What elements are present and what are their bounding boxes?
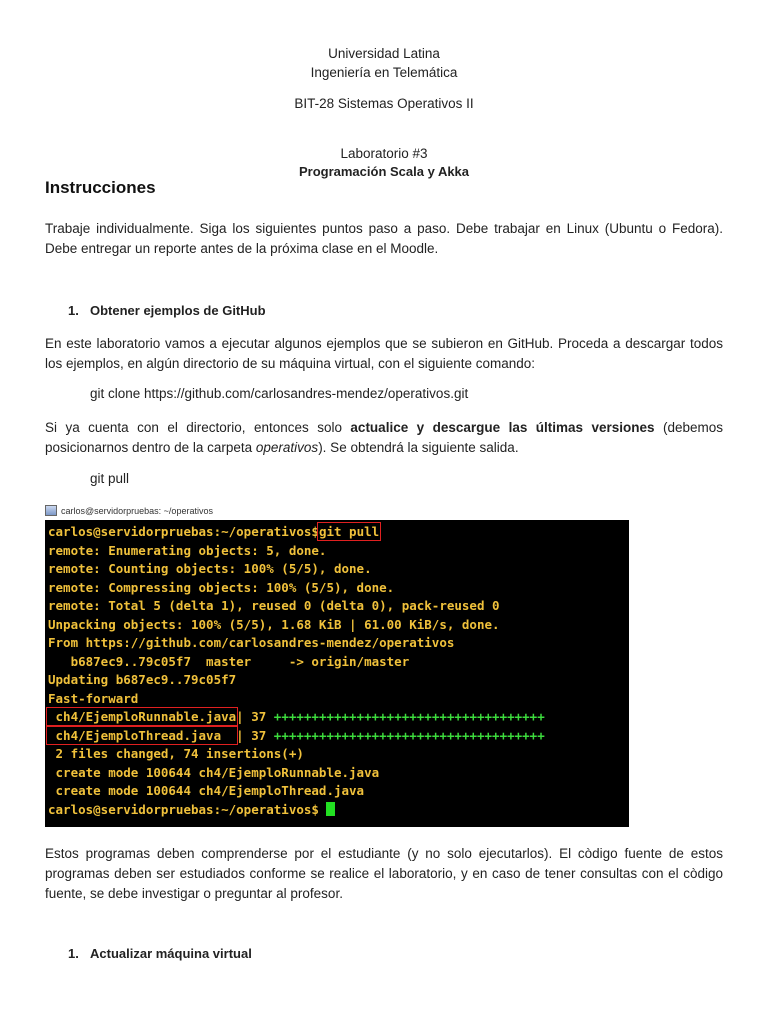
highlighted-git-pull-command: git pull xyxy=(318,524,380,539)
terminal-output-line: Fast-forward xyxy=(48,690,139,706)
terminal-prompt: carlos@servidorpruebas:~/operativos$ xyxy=(48,524,319,539)
terminal-final-prompt: carlos@servidorpruebas:~/operativos$ xyxy=(48,801,327,817)
file-stat: | 37 xyxy=(236,709,274,724)
file-plus-bar: ++++++++++++++++++++++++++++++++++++ xyxy=(273,709,545,724)
course-name: BIT-28 Sistemas Operativos II xyxy=(294,96,474,111)
after-terminal-text: Estos programas deben comprenderse por el estudiante (y no solo ejecutarlos). El còdigo fuente de estos programas deben ser estudiados conforme se realice el laboratorio, y en caso de tener consultas con el còdigo fuente, se debe investigar o preguntar al profesor. xyxy=(45,846,723,901)
terminal-output-line: remote: Enumerating objects: 5, done. xyxy=(48,542,327,558)
section-1-number: 1. xyxy=(68,303,79,318)
terminal-output-line: Updating b687ec9..79c05f7 xyxy=(48,672,237,687)
terminal-output-line: remote: Counting objects: 100% (5/5), done. xyxy=(48,561,372,576)
terminal-output-line: remote: Compressing objects: 100% (5/5), done. xyxy=(48,579,395,595)
terminal-output-line: remote: Total 5 (delta 1), reused 0 (delta 0), pack-reused 0 xyxy=(48,598,500,613)
instructions-heading: Instrucciones xyxy=(45,178,156,197)
terminal-window-title xyxy=(45,505,213,516)
lab-title: Programación Scala y Akka xyxy=(298,164,470,179)
terminal-summary-line: create mode 100644 ch4/EjemploThread.java xyxy=(48,783,365,798)
section-1-heading xyxy=(68,303,266,318)
terminal-prompt-line xyxy=(48,523,545,542)
section-2-number: 1. xyxy=(68,946,79,961)
section-1-intro: En este laboratorio vamos a ejecutar algunos ejemplos que se subieron en GitHub. Proceda a descargar todos los ejemplos, en algún directorio de su máquina virtual, con el siguiente comando: xyxy=(45,336,723,371)
section-2-heading xyxy=(68,946,252,961)
clone-command: git clone https://github.com/carlosandres-mendez/operativos.git xyxy=(90,386,469,401)
terminal-output-line: b687ec9..79c05f7 master -> origin/master xyxy=(48,653,410,669)
terminal-output-line: From https://github.com/carlosandres-mendez/operativos xyxy=(48,635,455,650)
terminal-screenshot xyxy=(45,520,629,827)
terminal-summary-line: 2 files changed, 74 insertions(+) xyxy=(48,746,304,761)
instructions-text: Trabaje individualmente. Siga los siguientes puntos paso a paso. Debe trabajar en Linux (Ubuntu o Fedora). Debe entregar un reporte antes de la próxima clase en el Moodle. xyxy=(45,221,723,256)
update-text-2: (debemos posicionarnos dentro de la carpeta xyxy=(45,420,723,455)
lab-number: Laboratorio #3 xyxy=(340,146,428,161)
section-1-title: Obtener ejemplos de GitHub xyxy=(90,303,266,318)
file-stat: | 37 xyxy=(236,727,274,743)
terminal-cursor xyxy=(326,802,335,816)
terminal-file-line xyxy=(48,727,545,746)
update-paragraph xyxy=(45,418,723,458)
terminal-summary-line: create mode 100644 ch4/EjemploRunnable.java xyxy=(48,764,380,780)
update-text-3: ). Se obtendrá la siguiente salida. xyxy=(318,440,519,455)
section-2-title: Actualizar máquina virtual xyxy=(90,946,252,961)
faculty-name: Ingeniería en Telemática xyxy=(310,65,458,80)
update-text-1: Si ya cuenta con el directorio, entonces solo xyxy=(45,420,351,435)
terminal-title-text: carlos@servidorpruebas: ~/operativos xyxy=(61,505,213,516)
update-text-bold: actualice y descargue las últimas versiones xyxy=(350,420,655,435)
update-text-italic: operativos xyxy=(255,440,319,455)
file-plus-bar: ++++++++++++++++++++++++++++++++++++ xyxy=(273,727,545,743)
terminal-final-prompt-line xyxy=(48,801,545,820)
highlighted-file-runnable: ch4/EjemploRunnable.java xyxy=(48,709,237,724)
university-name: Universidad Latina xyxy=(328,46,440,61)
terminal-output-line: Unpacking objects: 100% (5/5), 1.68 KiB | 61.00 KiB/s, done. xyxy=(48,616,500,632)
highlighted-file-thread: ch4/EjemploThread.java xyxy=(48,727,237,743)
terminal-app-icon xyxy=(45,505,57,516)
terminal-file-line xyxy=(48,708,545,727)
pull-command: git pull xyxy=(90,471,130,486)
